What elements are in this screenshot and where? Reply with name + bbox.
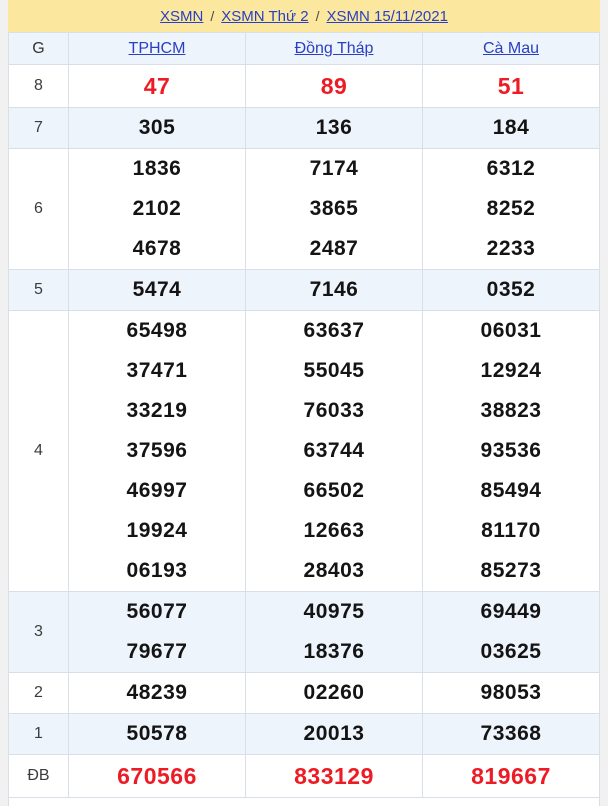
result-cell — [246, 311, 423, 592]
result-number: 85273 — [480, 559, 542, 582]
result-number: 0352 — [486, 278, 536, 301]
prize-label-1: 1 — [9, 714, 69, 755]
result-number: 93536 — [480, 439, 542, 462]
result-number: 66502 — [303, 479, 365, 502]
result-number: 2102 — [132, 197, 182, 220]
result-cell — [246, 592, 423, 673]
result-cell — [69, 592, 246, 673]
result-cell — [246, 755, 423, 798]
result-cell — [423, 149, 600, 270]
result-number: 06031 — [480, 319, 542, 342]
result-number: 136 — [315, 116, 353, 139]
result-number: 7146 — [309, 278, 359, 301]
g-column-header: G — [9, 33, 69, 65]
result-number: 38823 — [480, 399, 542, 422]
result-number: 63637 — [303, 319, 365, 342]
result-number: 65498 — [126, 319, 188, 342]
breadcrumb-link-xsmn-thu-2[interactable]: XSMN Thứ 2 — [221, 7, 309, 25]
prize-row-7 — [9, 108, 600, 149]
prize-label-ĐB: ĐB — [9, 755, 69, 798]
result-number: 8252 — [486, 197, 536, 220]
result-cell — [423, 673, 600, 714]
result-cell — [69, 270, 246, 311]
result-number: 76033 — [303, 399, 365, 422]
column-header-dong-thap — [246, 33, 423, 65]
result-number: 51 — [497, 73, 525, 99]
result-number: 46997 — [126, 479, 188, 502]
prize-row-ĐB — [9, 755, 600, 798]
result-number: 48239 — [126, 681, 188, 704]
result-number: 7174 — [309, 157, 359, 180]
result-cell — [423, 311, 600, 592]
result-number: 18376 — [303, 640, 365, 663]
result-number: 55045 — [303, 359, 365, 382]
result-number: 2233 — [486, 237, 536, 260]
breadcrumb-link-xsmn[interactable]: XSMN — [160, 7, 204, 25]
result-number: 819667 — [471, 763, 551, 789]
column-header-tphcm — [69, 33, 246, 65]
result-cell — [69, 714, 246, 755]
result-number: 833129 — [294, 763, 374, 789]
result-number: 6312 — [486, 157, 536, 180]
result-number: 79677 — [126, 640, 188, 663]
prize-label-5: 5 — [9, 270, 69, 311]
result-number: 56077 — [126, 600, 188, 623]
results-table — [8, 32, 600, 798]
result-cell — [69, 108, 246, 149]
prize-row-8 — [9, 65, 600, 108]
result-number: 98053 — [480, 681, 542, 704]
results-board — [8, 0, 600, 806]
result-cell — [246, 270, 423, 311]
prize-label-7: 7 — [9, 108, 69, 149]
breadcrumb-separator: / — [210, 8, 215, 24]
result-cell — [423, 270, 600, 311]
result-number: 03625 — [480, 640, 542, 663]
result-cell — [69, 755, 246, 798]
breadcrumb — [8, 0, 600, 32]
result-number: 19924 — [126, 519, 188, 542]
result-cell — [69, 311, 246, 592]
result-cell — [246, 149, 423, 270]
prize-label-3: 3 — [9, 592, 69, 673]
result-number: 37471 — [126, 359, 188, 382]
prize-row-2 — [9, 673, 600, 714]
prize-row-1 — [9, 714, 600, 755]
result-number: 670566 — [117, 763, 197, 789]
result-number: 184 — [492, 116, 530, 139]
result-number: 3865 — [309, 197, 359, 220]
result-cell — [69, 65, 246, 108]
prize-label-2: 2 — [9, 673, 69, 714]
result-number: 20013 — [303, 722, 365, 745]
result-cell — [423, 714, 600, 755]
result-cell — [246, 714, 423, 755]
result-number: 5474 — [132, 278, 182, 301]
result-cell — [246, 673, 423, 714]
result-number: 37596 — [126, 439, 188, 462]
result-cell — [423, 755, 600, 798]
result-cell — [423, 592, 600, 673]
result-number: 33219 — [126, 399, 188, 422]
result-number: 28403 — [303, 559, 365, 582]
result-number: 12663 — [303, 519, 365, 542]
result-number: 1836 — [132, 157, 182, 180]
result-number: 63744 — [303, 439, 365, 462]
result-number: 02260 — [303, 681, 365, 704]
prize-label-8: 8 — [9, 65, 69, 108]
result-number: 85494 — [480, 479, 542, 502]
result-cell — [69, 149, 246, 270]
result-number: 81170 — [481, 519, 541, 542]
header-row — [9, 33, 600, 65]
result-cell — [69, 673, 246, 714]
province-link-ca-mau[interactable]: Cà Mau — [482, 39, 540, 57]
result-number: 47 — [143, 73, 171, 99]
prize-row-6 — [9, 149, 600, 270]
column-header-ca-mau — [423, 33, 600, 65]
result-number: 40975 — [303, 600, 365, 623]
result-number: 12924 — [480, 359, 542, 382]
result-number: 89 — [320, 73, 348, 99]
result-number: 73368 — [480, 722, 542, 745]
prize-row-3 — [9, 592, 600, 673]
result-cell — [246, 65, 423, 108]
result-cell — [246, 108, 423, 149]
result-number: 305 — [138, 116, 176, 139]
result-cell — [423, 108, 600, 149]
province-link-dong-thap[interactable]: Đồng Tháp — [294, 39, 374, 57]
result-number: 4678 — [132, 237, 182, 260]
prize-row-5 — [9, 270, 600, 311]
prize-label-6: 6 — [9, 149, 69, 270]
result-number: 50578 — [126, 722, 188, 745]
result-cell — [423, 65, 600, 108]
prize-row-4 — [9, 311, 600, 592]
result-number: 69449 — [480, 600, 542, 623]
prize-label-4: 4 — [9, 311, 69, 592]
breadcrumb-link-xsmn-date[interactable]: XSMN 15/11/2021 — [326, 7, 448, 25]
breadcrumb-separator: / — [315, 8, 320, 24]
province-link-tphcm[interactable]: TPHCM — [128, 39, 186, 57]
result-number: 2487 — [309, 237, 359, 260]
next-section-strip — [8, 798, 600, 806]
result-number: 06193 — [126, 559, 188, 582]
